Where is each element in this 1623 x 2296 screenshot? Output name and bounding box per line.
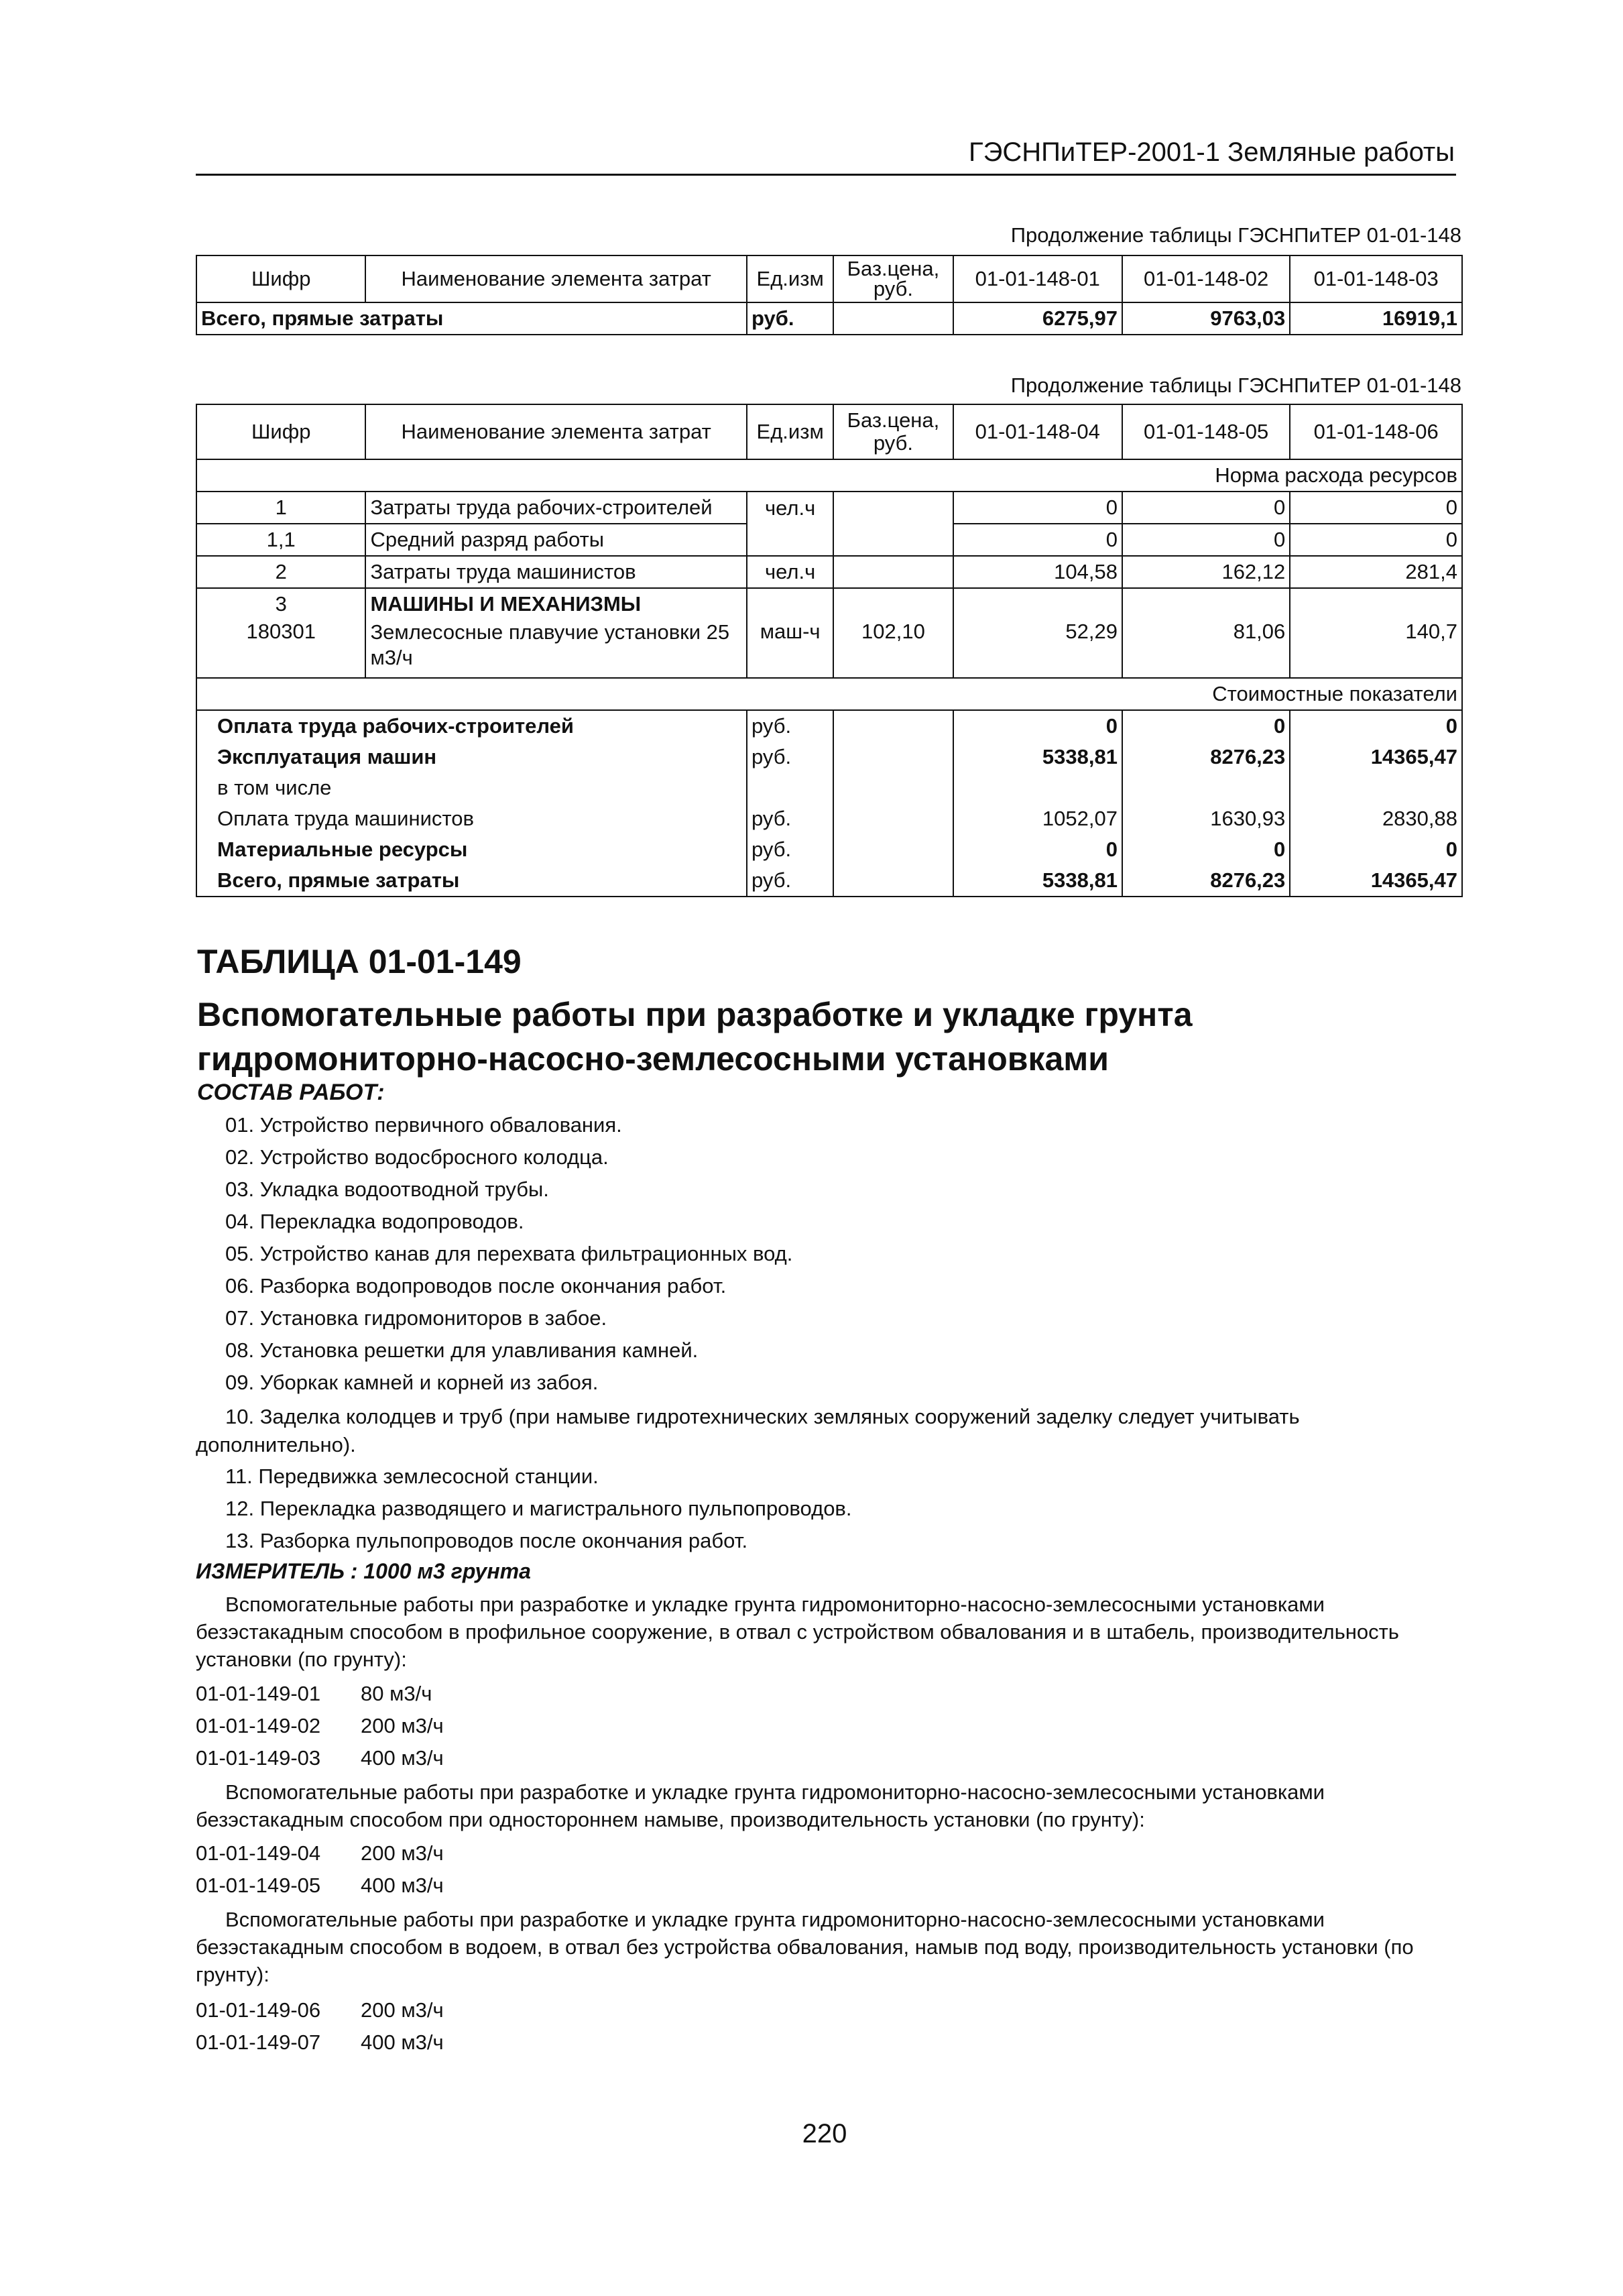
code-row: [196, 1841, 444, 1866]
table1-continuation: Продолжение таблицы ГЭСНПиТЕР 01-01-148: [1010, 223, 1461, 247]
row-value-2: 0: [1122, 524, 1290, 556]
code-row: [196, 1746, 444, 1770]
cost-value-2: [1122, 772, 1290, 803]
capacity-value: 200 м3/ч: [361, 1841, 444, 1865]
table2-section-norm: [196, 459, 1462, 492]
cost-price: [833, 710, 953, 742]
cost-price: [833, 772, 953, 803]
row-price: [833, 588, 953, 620]
list-item: 08. Установка решетки для улавливания камней.: [225, 1338, 699, 1362]
list-item: 04. Перекладка водопроводов.: [225, 1210, 524, 1233]
header-rule: [196, 174, 1456, 176]
cost-name: Материальные ресурсы: [196, 834, 747, 865]
capacity-value: 200 м3/ч: [361, 1998, 444, 2022]
code-row: [196, 1874, 444, 1898]
page-number: 220: [802, 2119, 847, 2148]
list-item: 03. Укладка водоотводной трубы.: [225, 1178, 549, 1201]
cost-value-3: [1290, 772, 1462, 803]
table-row: [196, 492, 1462, 524]
cost-name: Оплата труда рабочих-строителей: [196, 710, 747, 742]
sostav-label: СОСТАВ РАБОТ:: [197, 1080, 385, 1105]
row-price: [833, 556, 953, 588]
row-code: 180301: [196, 620, 365, 678]
row-value-2: 162,12: [1122, 556, 1290, 588]
cost-value-3: 14365,47: [1290, 742, 1462, 772]
table2-col-price: Баз.цена, руб.: [833, 404, 953, 459]
row-unit: чел.ч: [747, 556, 833, 588]
row-code: 1,1: [196, 524, 365, 556]
table-row: [196, 588, 1462, 620]
row-name: Средний разряд работы: [365, 524, 747, 556]
cost-value-3: 14365,47: [1290, 865, 1462, 897]
cost-name: Эксплуатация машин: [196, 742, 747, 772]
running-header: ГЭСНПиТЕР-2001-1 Земляные работы: [969, 137, 1455, 167]
table2-code-4: 01-01-148-04: [953, 404, 1122, 459]
row-name: Землесосные плавучие установки 25 м3/ч: [365, 620, 747, 678]
code-value: 01-01-149-04: [196, 1841, 321, 1865]
row-value-3: 281,4: [1290, 556, 1462, 588]
code-row: [196, 1714, 444, 1738]
cost-value-2: 8276,23: [1122, 742, 1290, 772]
row-code: 2: [196, 556, 365, 588]
list-item: 06. Разборка водопроводов после окончания работ.: [225, 1274, 727, 1298]
row-unit: маш-ч: [747, 620, 833, 678]
row-value-2: 0: [1122, 492, 1290, 524]
row-value-1: 0: [953, 492, 1122, 524]
group2-description: Вспомогательные работы при разработке и укладке грунта гидромониторно-насосно-землесосными установками безэстакадным способом при одностороннем намыве, производительность установки (по грунту):: [196, 1780, 1325, 1831]
group3-description: Вспомогательные работы при разработке и укладке грунта гидромониторно-насосно-землесосными установками безэстакадным способом в водоем, в отвал без устройства обвалования, намыв под воду, производительность установки (по грунту):: [196, 1908, 1414, 1986]
list-item: 13. Разборка пульпопроводов после окончания работ.: [225, 1529, 748, 1552]
table1-col-name: Наименование элемента затрат: [365, 255, 747, 302]
section-cost-label: Стоимостные показатели: [196, 678, 1462, 710]
cost-name: Оплата труда машинистов: [196, 803, 747, 834]
cost-value-2: 1630,93: [1122, 803, 1290, 834]
table-row: [196, 834, 1462, 865]
table-row: [196, 710, 1462, 742]
code-row: [196, 1998, 444, 2022]
table1-total-row: [196, 302, 1462, 335]
row-price: 102,10: [833, 620, 953, 678]
table1-header-row: [196, 255, 1462, 302]
group1-description: Вспомогательные работы при разработке и укладке грунта гидромониторно-насосно-землесосными установками безэстакадным способом в профильное сооружение, в отвал с устройством обвалования и в штабель, производительность установки (по грунту):: [196, 1593, 1399, 1671]
measure-unit: ИЗМЕРИТЕЛЬ : 1000 м3 грунта: [196, 1559, 531, 1583]
cost-value-1: 5338,81: [953, 742, 1122, 772]
list-item: 10. Заделка колодцев и труб (при намыве гидротехнических земляных сооружений заделку следует учитывать дополнительно).: [196, 1405, 1300, 1456]
row-code: 1: [196, 492, 365, 524]
row-value-1: [953, 588, 1122, 620]
table-row: [196, 620, 1462, 678]
table-row: [196, 556, 1462, 588]
code-value: 01-01-149-01: [196, 1682, 321, 1705]
table1-total-3: 16919,1: [1290, 302, 1462, 335]
list-item: 01. Устройство первичного обвалования.: [225, 1113, 622, 1137]
code-value: 01-01-149-05: [196, 1874, 321, 1897]
table1-total-price: [833, 302, 953, 335]
table1-col-unit: Ед.изм: [747, 255, 833, 302]
table1-total-2: 9763,03: [1122, 302, 1290, 335]
table2-section-cost: [196, 678, 1462, 710]
table2: [196, 404, 1463, 897]
capacity-value: 400 м3/ч: [361, 1874, 444, 1897]
row-price: [833, 492, 953, 524]
list-item: 02. Устройство водосбросного колодца.: [225, 1145, 609, 1169]
row-value-2: 81,06: [1122, 620, 1290, 678]
table-row: [196, 803, 1462, 834]
cost-price: [833, 834, 953, 865]
table1-col-code: Шифр: [196, 255, 365, 302]
cost-price: [833, 742, 953, 772]
cost-value-2: 0: [1122, 710, 1290, 742]
row-unit: [747, 588, 833, 620]
table2-col-name: Наименование элемента затрат: [365, 404, 747, 459]
cost-unit: руб.: [747, 834, 833, 865]
table2-col-unit: Ед.изм: [747, 404, 833, 459]
row-unit: [747, 524, 833, 556]
cost-value-1: 1052,07: [953, 803, 1122, 834]
table2-col-code: Шифр: [196, 404, 365, 459]
table1: [196, 255, 1463, 335]
row-value-3: 140,7: [1290, 620, 1462, 678]
row-name: Затраты труда машинистов: [365, 556, 747, 588]
table1-total-unit: руб.: [747, 302, 833, 335]
table1-col-price: Баз.цена, руб.: [833, 255, 953, 302]
code-value: 01-01-149-07: [196, 2030, 321, 2054]
row-value-3: [1290, 588, 1462, 620]
cost-value-1: 0: [953, 710, 1122, 742]
cost-price: [833, 865, 953, 897]
cost-value-3: 0: [1290, 710, 1462, 742]
table2-continuation: Продолжение таблицы ГЭСНПиТЕР 01-01-148: [1010, 374, 1461, 397]
row-value-1: 0: [953, 524, 1122, 556]
row-value-1: 104,58: [953, 556, 1122, 588]
list-item: 07. Установка гидромониторов в забое.: [225, 1306, 607, 1330]
row-name: Затраты труда рабочих-строителей: [365, 492, 747, 524]
capacity-value: 200 м3/ч: [361, 1714, 444, 1737]
code-row: [196, 2030, 444, 2055]
cost-unit: руб.: [747, 742, 833, 772]
code-row: [196, 1682, 432, 1706]
table-row: [196, 524, 1462, 556]
table1-code-3: 01-01-148-03: [1290, 255, 1462, 302]
cost-unit: [747, 772, 833, 803]
code-value: 01-01-149-02: [196, 1714, 321, 1737]
table1-code-1: 01-01-148-01: [953, 255, 1122, 302]
cost-value-2: 8276,23: [1122, 865, 1290, 897]
cost-value-1: 5338,81: [953, 865, 1122, 897]
row-name: МАШИНЫ И МЕХАНИЗМЫ: [365, 588, 747, 620]
table-number: ТАБЛИЦА 01-01-149: [197, 943, 522, 980]
cost-value-3: 2830,88: [1290, 803, 1462, 834]
row-value-1: 52,29: [953, 620, 1122, 678]
cost-name: в том числе: [196, 772, 747, 803]
code-value: 01-01-149-06: [196, 1998, 321, 2022]
table1-total-label: Всего, прямые затраты: [196, 302, 747, 335]
table1-total-1: 6275,97: [953, 302, 1122, 335]
list-item: 12. Перекладка разводящего и магистрального пульпопроводов.: [225, 1497, 852, 1520]
cost-unit: руб.: [747, 865, 833, 897]
row-price: [833, 524, 953, 556]
table2-code-6: 01-01-148-06: [1290, 404, 1462, 459]
table-row: [196, 772, 1462, 803]
row-unit: чел.ч: [747, 492, 833, 524]
row-code: 3: [196, 588, 365, 620]
row-value-3: 0: [1290, 524, 1462, 556]
capacity-value: 400 м3/ч: [361, 1746, 444, 1770]
cost-value-1: 0: [953, 834, 1122, 865]
section-norm-label: Норма расхода ресурсов: [196, 459, 1462, 492]
table-row: [196, 865, 1462, 897]
cost-value-1: [953, 772, 1122, 803]
cost-unit: руб.: [747, 710, 833, 742]
cost-unit: руб.: [747, 803, 833, 834]
capacity-value: 80 м3/ч: [361, 1682, 432, 1705]
table2-code-5: 01-01-148-05: [1122, 404, 1290, 459]
row-value-2: [1122, 588, 1290, 620]
list-item: 11. Передвижка землесосной станции.: [225, 1465, 599, 1488]
list-item: 09. Уборкак камней и корней из забоя.: [225, 1371, 599, 1394]
row-value-3: 0: [1290, 492, 1462, 524]
code-value: 01-01-149-03: [196, 1746, 321, 1770]
capacity-value: 400 м3/ч: [361, 2030, 444, 2054]
cost-value-3: 0: [1290, 834, 1462, 865]
table1-code-2: 01-01-148-02: [1122, 255, 1290, 302]
cost-value-2: 0: [1122, 834, 1290, 865]
list-item: 05. Устройство канав для перехвата фильтрационных вод.: [225, 1242, 793, 1265]
cost-price: [833, 803, 953, 834]
table-title: Вспомогательные работы при разработке и укладке грунта гидромониторно-насосно-землесосными установками: [197, 996, 1193, 1078]
cost-name: Всего, прямые затраты: [196, 865, 747, 897]
table-row: [196, 742, 1462, 772]
table2-header-row: [196, 404, 1462, 459]
